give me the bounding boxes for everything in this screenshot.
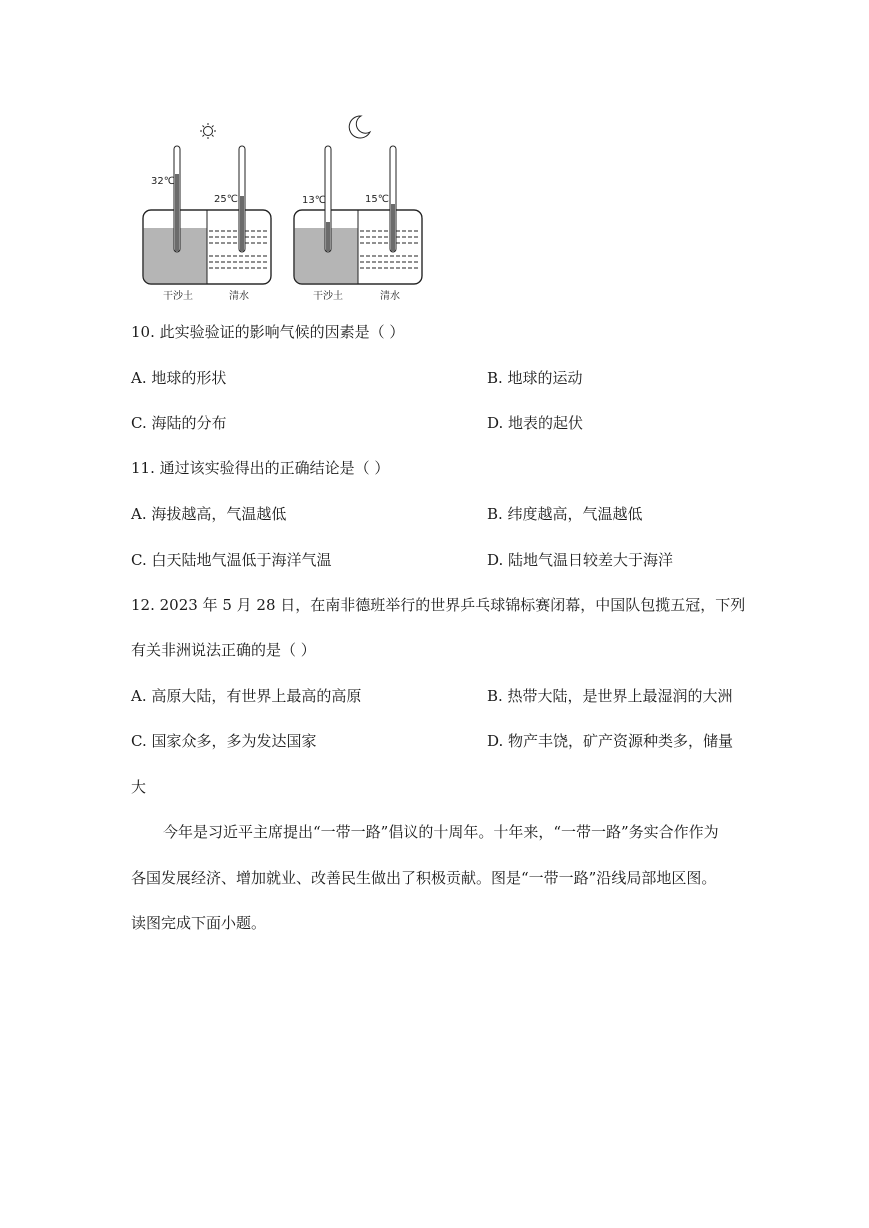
question-12-option-b[interactable]: B. 热带大陆，是世界上最湿润的大洲 bbox=[487, 687, 733, 705]
day-water-label: 清水 bbox=[229, 291, 249, 302]
question-10-stem: 10. 此实验验证的影响气候的因素是（ ） bbox=[131, 323, 405, 341]
passage-line-2: 各国发展经济、增加就业、改善民生做出了积极贡献。图是“一带一路”沿线局部地区图。 bbox=[131, 869, 717, 887]
question-12-option-c[interactable]: C. 国家众多，多为发达国家 bbox=[131, 732, 317, 750]
question-12-stem-line-2: 有关非洲说法正确的是（ ） bbox=[131, 641, 316, 659]
question-11-option-a[interactable]: A. 海拔越高，气温越低 bbox=[131, 505, 287, 523]
experiment-figure bbox=[128, 110, 428, 306]
day-sand-label: 干沙土 bbox=[163, 291, 193, 302]
question-11-option-c[interactable]: C. 白天陆地气温低于海洋气温 bbox=[131, 551, 332, 569]
night-water-label: 清水 bbox=[380, 291, 400, 302]
day-water-temp: 25℃ bbox=[214, 194, 238, 205]
passage-line-1: 今年是习近平主席提出“一带一路”倡议的十周年。十年来，“一带一路”务实合作作为 bbox=[163, 823, 719, 841]
question-11-option-b[interactable]: B. 纬度越高，气温越低 bbox=[487, 505, 643, 523]
night-sand-label: 干沙土 bbox=[313, 291, 343, 302]
day-apparatus bbox=[143, 146, 271, 284]
question-12-option-d-wrap: 大 bbox=[131, 778, 147, 796]
passage-line-3: 读图完成下面小题。 bbox=[131, 914, 267, 932]
question-10-option-d[interactable]: D. 地表的起伏 bbox=[487, 414, 584, 432]
question-10-option-a[interactable]: A. 地球的形状 bbox=[131, 369, 227, 387]
night-sand-temp: 13℃ bbox=[302, 195, 326, 206]
question-11-option-d[interactable]: D. 陆地气温日较差大于海洋 bbox=[487, 551, 674, 569]
sun-icon bbox=[200, 123, 216, 139]
day-sand-temp: 32℃ bbox=[151, 176, 175, 187]
question-12-option-a[interactable]: A. 高原大陆，有世界上最高的高原 bbox=[131, 687, 362, 705]
question-10-option-c[interactable]: C. 海陆的分布 bbox=[131, 414, 227, 432]
night-apparatus bbox=[294, 146, 422, 284]
question-11-stem: 11. 通过该实验得出的正确结论是（ ） bbox=[131, 459, 390, 477]
moon-icon bbox=[349, 116, 370, 138]
night-water-temp: 15℃ bbox=[365, 194, 389, 205]
question-10-option-b[interactable]: B. 地球的运动 bbox=[487, 369, 583, 387]
question-12-stem-line-1: 12. 2023 年 5 月 28 日，在南非德班举行的世界乒乓球锦标赛闭幕，中国队包揽五冠，下列 bbox=[131, 596, 746, 614]
question-12-option-d[interactable]: D. 物产丰饶，矿产资源种类多，储量 bbox=[487, 732, 734, 750]
